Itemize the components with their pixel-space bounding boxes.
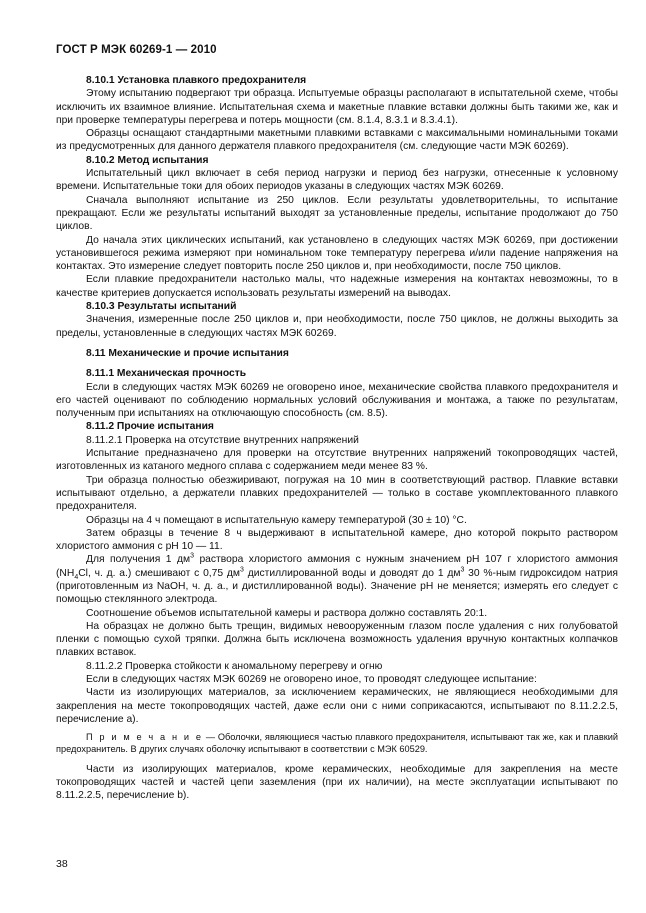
page-number: 38 [56,858,68,870]
paragraph: Если в следующих частях МЭК 60269 не оговорено иное, механические свойства плавкого предохранителя и его частей оценивают по соблюдению нормальных условий обслуживания и монтажа, а также по результатам, полученным при испытаниях на отключающую способность (см. 8.5). [56,381,618,420]
paragraph: До начала этих циклических испытаний, как установлено в следующих частях МЭК 60269, при достижении установившегося режима измеряют при номинальном токе температуру перегрева и/или падение напряжения на контактах. Это измерение следует повторить после 250 циклов и, при необходимости, после 750 циклов. [56,234,618,273]
paragraph: Образцы оснащают стандартными макетными плавкими вставками с максимальными номинальными токами из предусмотренных для данного держателя плавкого предохранителя (см. следующие части МЭК 60269). [56,128,618,153]
paragraph: Части из изолирующих материалов, за исключением керамических, не являющиеся необходимыми для закрепления на месте токопроводящих частей, даже если они с ними соприкасаются, испытывают по 8.11.2.2.5, перечисление а). [56,687,618,725]
paragraph-ammonium-solution: Для получения 1 $дм^3$ раствора хлористого аммония с нужным значением рН 107 г хлористого аммония ($NH_4Cl$, ч. д. а.) смешивают с 0,75 $дм^3$ дистиллированной воды и доводят до 1 $дм^3$ 30 %-ным гидроксидом натрия (приготовленным из NaOH, ч. д. а., и дистиллированной воды). Значение рН не меняется; измерять его следует с помощью стеклянного электрода. [56,552,618,606]
section-8-11-title: 8.11 Механические и прочие испытания [86,347,289,359]
paragraph: Если плавкие предохранители настолько малы, что надежные измерения на контактах невозможны, то в качестве критериев допускается использовать результаты измерений на выводах. [56,274,618,299]
paragraph: Части из изолирующих материалов, кроме керамических, необходимые для закрепления на месте токопроводящих частей и частей цепи заземления (при их наличии), на месте эксплуатации испытывают по 8.11.2.2.5, перечисление b). [56,763,618,802]
paragraph: Соотношение объемов испытательной камеры и раствора должно составлять 20:1. [86,607,488,619]
paragraph: Значения, измеренные после 250 циклов и, при необходимости, после 750 циклов, не должны выходить за пределы, установленные в следующих частях МЭК 60269. [56,314,618,339]
note [56,731,618,755]
section-8-10-2-title: 8.10.2 Метод испытания [86,154,209,166]
paragraph: Образцы на 4 ч помещают в испытательную камеру температурой (30 ± 10) °С. [86,514,467,526]
subsection-8-11-2-2-title: 8.11.2.2 Проверка стойкости к аномальному перегреву и огню [86,660,383,672]
note-label: П р и м е ч а н и е [86,732,203,743]
section-8-11-1-title: 8.11.1 Механическая прочность [86,368,247,380]
paragraph: Затем образцы в течение 8 ч выдерживают в испытательной камере, дно которой покрыто раствором хлористого аммония с рН 10 — 11. [56,527,618,553]
paragraph: Испытание предназначено для проверки на отсутствие внутренних напряжений токопроводящих частей, изготовленных из катаного медного сплава с содержанием меди менее 83 %. [56,448,618,473]
paragraph: Сначала выполняют испытание из 250 циклов. Если результаты удовлетворительны, то испытание прекращают. Если же результаты испытаний выходят за установленные пределы, испытание продолжают до 750 циклов. [56,194,618,233]
paragraph: Этому испытанию подвергают три образца. Испытуемые образцы располагают в испытательной схеме, чтобы исключить их взаимное влияние. Испытательная схема и макетные плавкие вставки должны быть такими же, как и при проверке температуры перегрева и потерь мощности (см. 8.1.4, 8.3.1 и 8.3.4.1). [56,88,618,126]
section-8-10-1-title: 8.10.1 Установка плавкого предохранителя [86,75,307,86]
paragraph: На образцах не должно быть трещин, видимых невооруженным глазом после удаления с них голубоватой пленки с помощью сухой тряпки. Должна быть исключена возможность удаления вручную контактных колпачков плавких вставок. [56,620,618,659]
section-8-10-3-title: 8.10.3 Результаты испытаний [86,301,237,313]
document-header: ГОСТ Р МЭК 60269-1 — 2010 [56,44,217,56]
paragraph: Если в следующих частях МЭК 60269 не оговорено иное, то проводят следующее испытание: [86,674,537,686]
paragraph: Три образца полностью обезжиривают, погружая на 10 мин в соответствующий раствор. Плавкие вставки испытывают отдельно, а держатели плавких предохранителей — только в составе укомплектованного плавкого предохранителя. [56,474,618,513]
subsection-8-11-2-1-title: 8.11.2.1 Проверка на отсутствие внутренних напряжений [86,434,359,446]
note-text: — Оболочки, являющиеся частью плавкого предохранителя, испытывают так же, как и плавкий предохранитель. В других случаях оболочку испытывают в соответствии с МЭК 60529. [56,732,618,755]
paragraph: Испытательный цикл включает в себя период нагрузки и период без нагрузки, отнесенные к условному времени. Испытательные токи для обоих периодов указаны в следующих частях МЭК 60269. [56,168,618,193]
document-page [56,44,618,803]
section-8-11-2-title: 8.11.2 Прочие испытания [86,421,214,433]
